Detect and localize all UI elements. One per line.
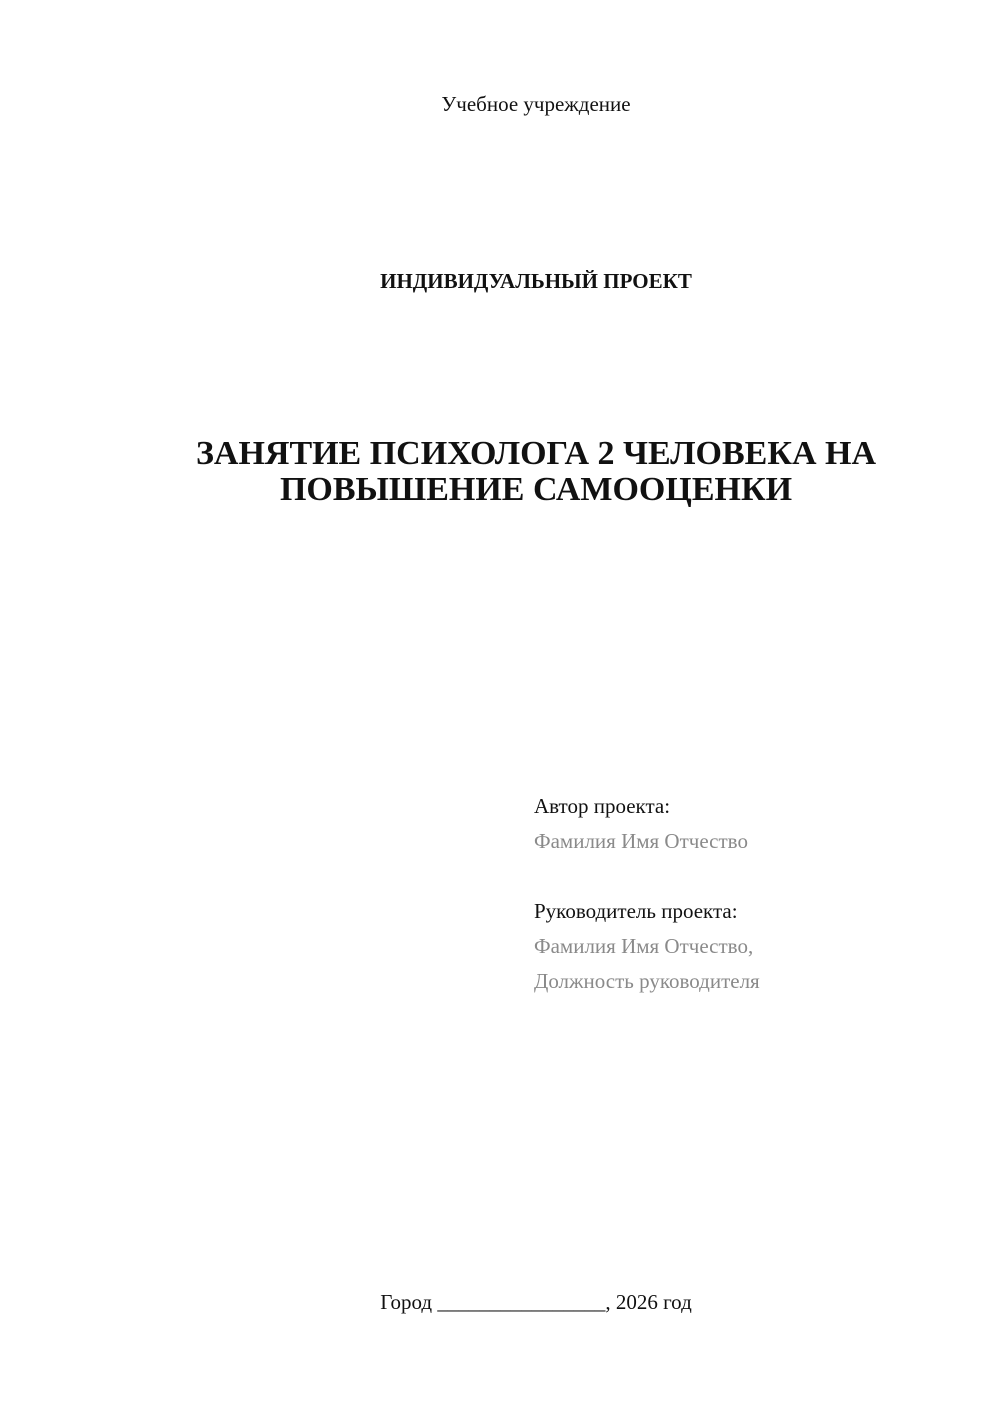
supervisor-name: Фамилия Имя Отчество, [534,934,754,958]
document-type: ИНДИВИДУАЛЬНЫЙ ПРОЕКТ [380,269,692,293]
author-name: Фамилия Имя Отчество [534,829,748,853]
city-year-footer: Город ________________, 2026 год [380,1290,692,1314]
institution-name: Учебное учреждение [441,92,631,116]
project-title-line-1: ЗАНЯТИЕ ПСИХОЛОГА 2 ЧЕЛОВЕКА НА [195,435,877,472]
project-title-line-2: ПОВЫШЕНИЕ САМООЦЕНКИ [279,471,793,508]
supervisor-label: Руководитель проекта: [534,899,738,923]
author-label: Автор проекта: [534,794,671,818]
supervisor-position: Должность руководителя [534,969,760,993]
project-title [120,436,952,508]
info-spacer [534,859,760,894]
project-info [534,789,760,999]
